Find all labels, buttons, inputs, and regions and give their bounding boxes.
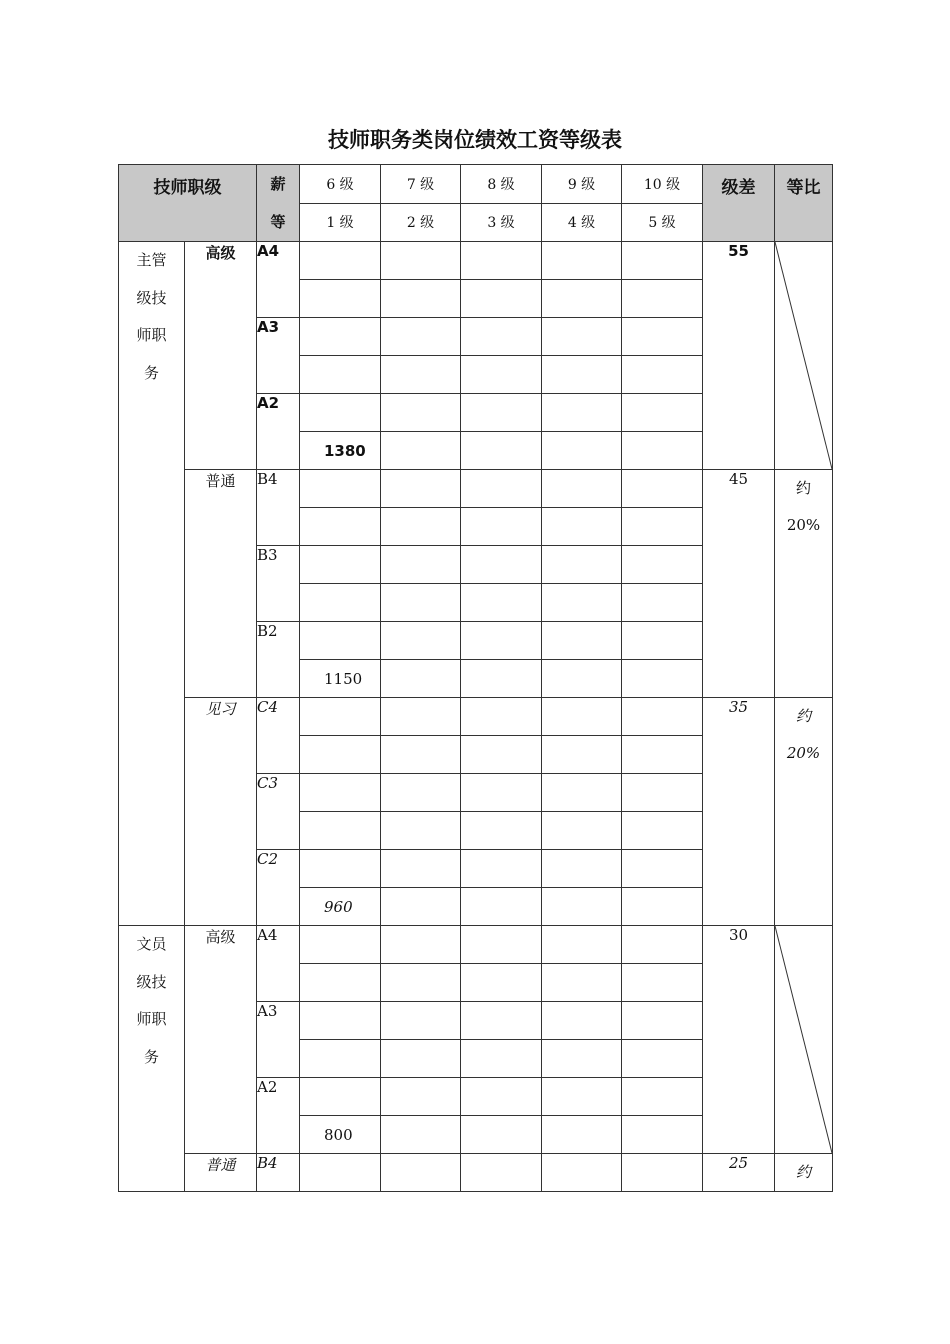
level-diff-cell: 55 xyxy=(703,242,775,470)
value-cell xyxy=(542,926,622,964)
value-cell xyxy=(381,470,461,508)
value-cell xyxy=(300,698,381,736)
base-value-cell: 800 xyxy=(300,1116,381,1154)
level-bottom-1: 1 级 xyxy=(300,203,381,242)
subgroup-name: 高级 xyxy=(185,242,257,470)
value-cell xyxy=(622,1116,703,1154)
value-cell xyxy=(381,546,461,584)
header-ratio: 等比 xyxy=(775,165,833,242)
value-cell xyxy=(461,584,542,622)
value-cell xyxy=(542,394,622,432)
value-cell xyxy=(300,926,381,964)
value-cell xyxy=(381,1002,461,1040)
ratio-cell-diagonal xyxy=(775,926,833,1154)
value-cell xyxy=(381,774,461,812)
value-cell xyxy=(300,318,381,356)
pay-grade-code: C3 xyxy=(257,774,300,850)
value-cell xyxy=(461,660,542,698)
value-cell xyxy=(461,774,542,812)
value-cell xyxy=(622,622,703,660)
value-cell xyxy=(622,356,703,394)
category-cell xyxy=(119,926,185,1192)
value-cell xyxy=(542,242,622,280)
category-label: 文员 xyxy=(136,935,167,953)
value-cell xyxy=(461,318,542,356)
value-cell xyxy=(300,356,381,394)
value-cell xyxy=(381,1040,461,1078)
value-cell xyxy=(542,698,622,736)
value-cell xyxy=(461,698,542,736)
value-cell xyxy=(542,584,622,622)
value-cell xyxy=(622,774,703,812)
value-cell xyxy=(381,622,461,660)
value-cell xyxy=(542,964,622,1002)
value-cell xyxy=(622,888,703,926)
pay-grade-code: A3 xyxy=(257,1002,300,1078)
value-cell xyxy=(381,318,461,356)
value-cell xyxy=(381,508,461,546)
base-value-cell: 1150 xyxy=(300,660,381,698)
subgroup-name: 见习 xyxy=(185,698,257,926)
level-top-2: 7 级 xyxy=(381,165,461,204)
value-cell xyxy=(381,1078,461,1116)
category-label: 级技 xyxy=(136,288,167,307)
value-cell xyxy=(461,356,542,394)
value-cell xyxy=(381,698,461,736)
value-cell xyxy=(300,546,381,584)
value-cell xyxy=(461,508,542,546)
value-cell xyxy=(542,1078,622,1116)
value-cell xyxy=(542,774,622,812)
category-label: 级技 xyxy=(136,972,167,991)
value-cell xyxy=(542,660,622,698)
value-cell xyxy=(622,508,703,546)
value-cell xyxy=(300,736,381,774)
value-cell xyxy=(542,546,622,584)
value-cell xyxy=(622,812,703,850)
value-cell xyxy=(542,736,622,774)
pay-grade-code: B4 xyxy=(257,1154,300,1192)
value-cell xyxy=(622,736,703,774)
value-cell xyxy=(381,812,461,850)
pay-grade-code: B4 xyxy=(257,470,300,546)
ratio-label: 20% xyxy=(786,516,821,534)
value-cell xyxy=(622,1040,703,1078)
value-cell xyxy=(300,1154,381,1192)
category-label: 务 xyxy=(143,363,159,382)
level-bottom-2: 2 级 xyxy=(381,203,461,242)
level-diff-cell: 25 xyxy=(703,1154,775,1192)
value-cell xyxy=(622,394,703,432)
table-row xyxy=(119,926,833,964)
value-cell xyxy=(542,622,622,660)
level-diff-cell: 30 xyxy=(703,926,775,1154)
value-cell xyxy=(381,356,461,394)
table-row xyxy=(119,698,833,736)
value-cell xyxy=(381,242,461,280)
value-cell xyxy=(542,1040,622,1078)
ratio-cell xyxy=(775,1154,833,1192)
pay-grade-code: A2 xyxy=(257,1078,300,1154)
value-cell xyxy=(300,964,381,1002)
value-cell xyxy=(542,470,622,508)
value-cell xyxy=(461,432,542,470)
value-cell xyxy=(542,356,622,394)
category-label: 师职 xyxy=(136,326,167,344)
value-cell xyxy=(461,888,542,926)
category-label: 主管 xyxy=(136,251,167,269)
value-cell xyxy=(542,1154,622,1192)
diagonal-line xyxy=(775,926,832,1153)
diagonal-line xyxy=(775,242,832,469)
value-cell xyxy=(622,546,703,584)
pay-grade-code: C2 xyxy=(257,850,300,926)
subgroup-name: 普通 xyxy=(185,470,257,698)
page-title: 技师职务类岗位绩效工资等级表 xyxy=(328,128,622,152)
value-cell xyxy=(542,318,622,356)
level-top-3: 8 级 xyxy=(461,165,542,204)
pay-grade-code: A2 xyxy=(257,394,300,470)
pay-grade-code: B3 xyxy=(257,546,300,622)
value-cell xyxy=(622,432,703,470)
value-cell xyxy=(461,926,542,964)
value-cell xyxy=(381,584,461,622)
level-bottom-4: 4 级 xyxy=(542,203,622,242)
value-cell xyxy=(622,660,703,698)
ratio-cell xyxy=(775,698,833,926)
value-cell xyxy=(542,280,622,318)
pay-grade-code: A3 xyxy=(257,318,300,394)
value-cell xyxy=(542,1116,622,1154)
level-top-1: 6 级 xyxy=(300,165,381,204)
value-cell xyxy=(622,242,703,280)
value-cell xyxy=(461,1078,542,1116)
value-cell xyxy=(542,1002,622,1040)
value-cell xyxy=(461,394,542,432)
value-cell xyxy=(461,1040,542,1078)
value-cell xyxy=(300,812,381,850)
value-cell xyxy=(300,508,381,546)
value-cell xyxy=(461,736,542,774)
value-cell xyxy=(381,280,461,318)
value-cell xyxy=(300,622,381,660)
value-cell xyxy=(542,812,622,850)
value-cell xyxy=(381,926,461,964)
value-cell xyxy=(381,736,461,774)
value-cell xyxy=(300,1002,381,1040)
value-cell xyxy=(381,1116,461,1154)
value-cell xyxy=(381,850,461,888)
value-cell xyxy=(542,432,622,470)
table-row xyxy=(119,1154,833,1192)
value-cell xyxy=(461,546,542,584)
value-cell xyxy=(461,280,542,318)
level-bottom-5: 5 级 xyxy=(622,203,703,242)
value-cell xyxy=(300,470,381,508)
value-cell xyxy=(622,926,703,964)
value-cell xyxy=(461,812,542,850)
level-diff-cell: 35 xyxy=(703,698,775,926)
value-cell xyxy=(381,1154,461,1192)
value-cell xyxy=(300,1078,381,1116)
pay-grade-code: A4 xyxy=(257,926,300,1002)
ratio-cell-diagonal xyxy=(775,242,833,470)
table-row xyxy=(119,242,833,280)
value-cell xyxy=(461,850,542,888)
level-top-5: 10 级 xyxy=(622,165,703,204)
value-cell xyxy=(300,280,381,318)
subgroup-name: 普通 xyxy=(185,1154,257,1192)
value-cell xyxy=(622,698,703,736)
value-cell xyxy=(542,888,622,926)
ratio-label: 20% xyxy=(786,744,821,762)
ratio-cell xyxy=(775,470,833,698)
base-value-cell: 960 xyxy=(300,888,381,926)
value-cell xyxy=(461,470,542,508)
value-cell xyxy=(461,1002,542,1040)
header-pay-grade: 薪 等 xyxy=(257,165,300,242)
subgroup-name: 高级 xyxy=(185,926,257,1154)
pay-grade-code: A4 xyxy=(257,242,300,318)
pay-grade-code: B2 xyxy=(257,622,300,698)
value-cell xyxy=(622,850,703,888)
value-cell xyxy=(622,584,703,622)
value-cell xyxy=(381,964,461,1002)
value-cell xyxy=(300,774,381,812)
base-value-cell: 1380 xyxy=(300,432,381,470)
value-cell xyxy=(622,470,703,508)
level-bottom-3: 3 级 xyxy=(461,203,542,242)
value-cell xyxy=(622,1078,703,1116)
value-cell xyxy=(300,242,381,280)
value-cell xyxy=(300,584,381,622)
value-cell xyxy=(622,964,703,1002)
value-cell xyxy=(461,1154,542,1192)
value-cell xyxy=(542,850,622,888)
value-cell xyxy=(622,280,703,318)
value-cell xyxy=(300,1040,381,1078)
value-cell xyxy=(461,242,542,280)
ratio-label: 约 xyxy=(795,1163,811,1181)
value-cell xyxy=(622,1002,703,1040)
value-cell xyxy=(461,1116,542,1154)
level-diff-cell: 45 xyxy=(703,470,775,698)
category-label: 务 xyxy=(143,1047,159,1066)
pay-grade-code: C4 xyxy=(257,698,300,774)
category-label: 师职 xyxy=(136,1010,167,1028)
value-cell xyxy=(622,1154,703,1192)
header-level-diff: 级差 xyxy=(703,165,775,242)
ratio-label: 约 xyxy=(795,479,811,497)
value-cell xyxy=(381,888,461,926)
value-cell xyxy=(300,394,381,432)
level-top-4: 9 级 xyxy=(542,165,622,204)
value-cell xyxy=(381,660,461,698)
value-cell xyxy=(542,508,622,546)
ratio-label: 约 xyxy=(795,707,811,725)
value-cell xyxy=(461,964,542,1002)
pay-grade-table xyxy=(118,164,833,1192)
value-cell xyxy=(381,432,461,470)
value-cell xyxy=(622,318,703,356)
category-cell xyxy=(119,242,185,926)
value-cell xyxy=(300,850,381,888)
value-cell xyxy=(381,394,461,432)
table-row xyxy=(119,470,833,508)
value-cell xyxy=(461,622,542,660)
header-job-level: 技师职级 xyxy=(119,165,257,242)
